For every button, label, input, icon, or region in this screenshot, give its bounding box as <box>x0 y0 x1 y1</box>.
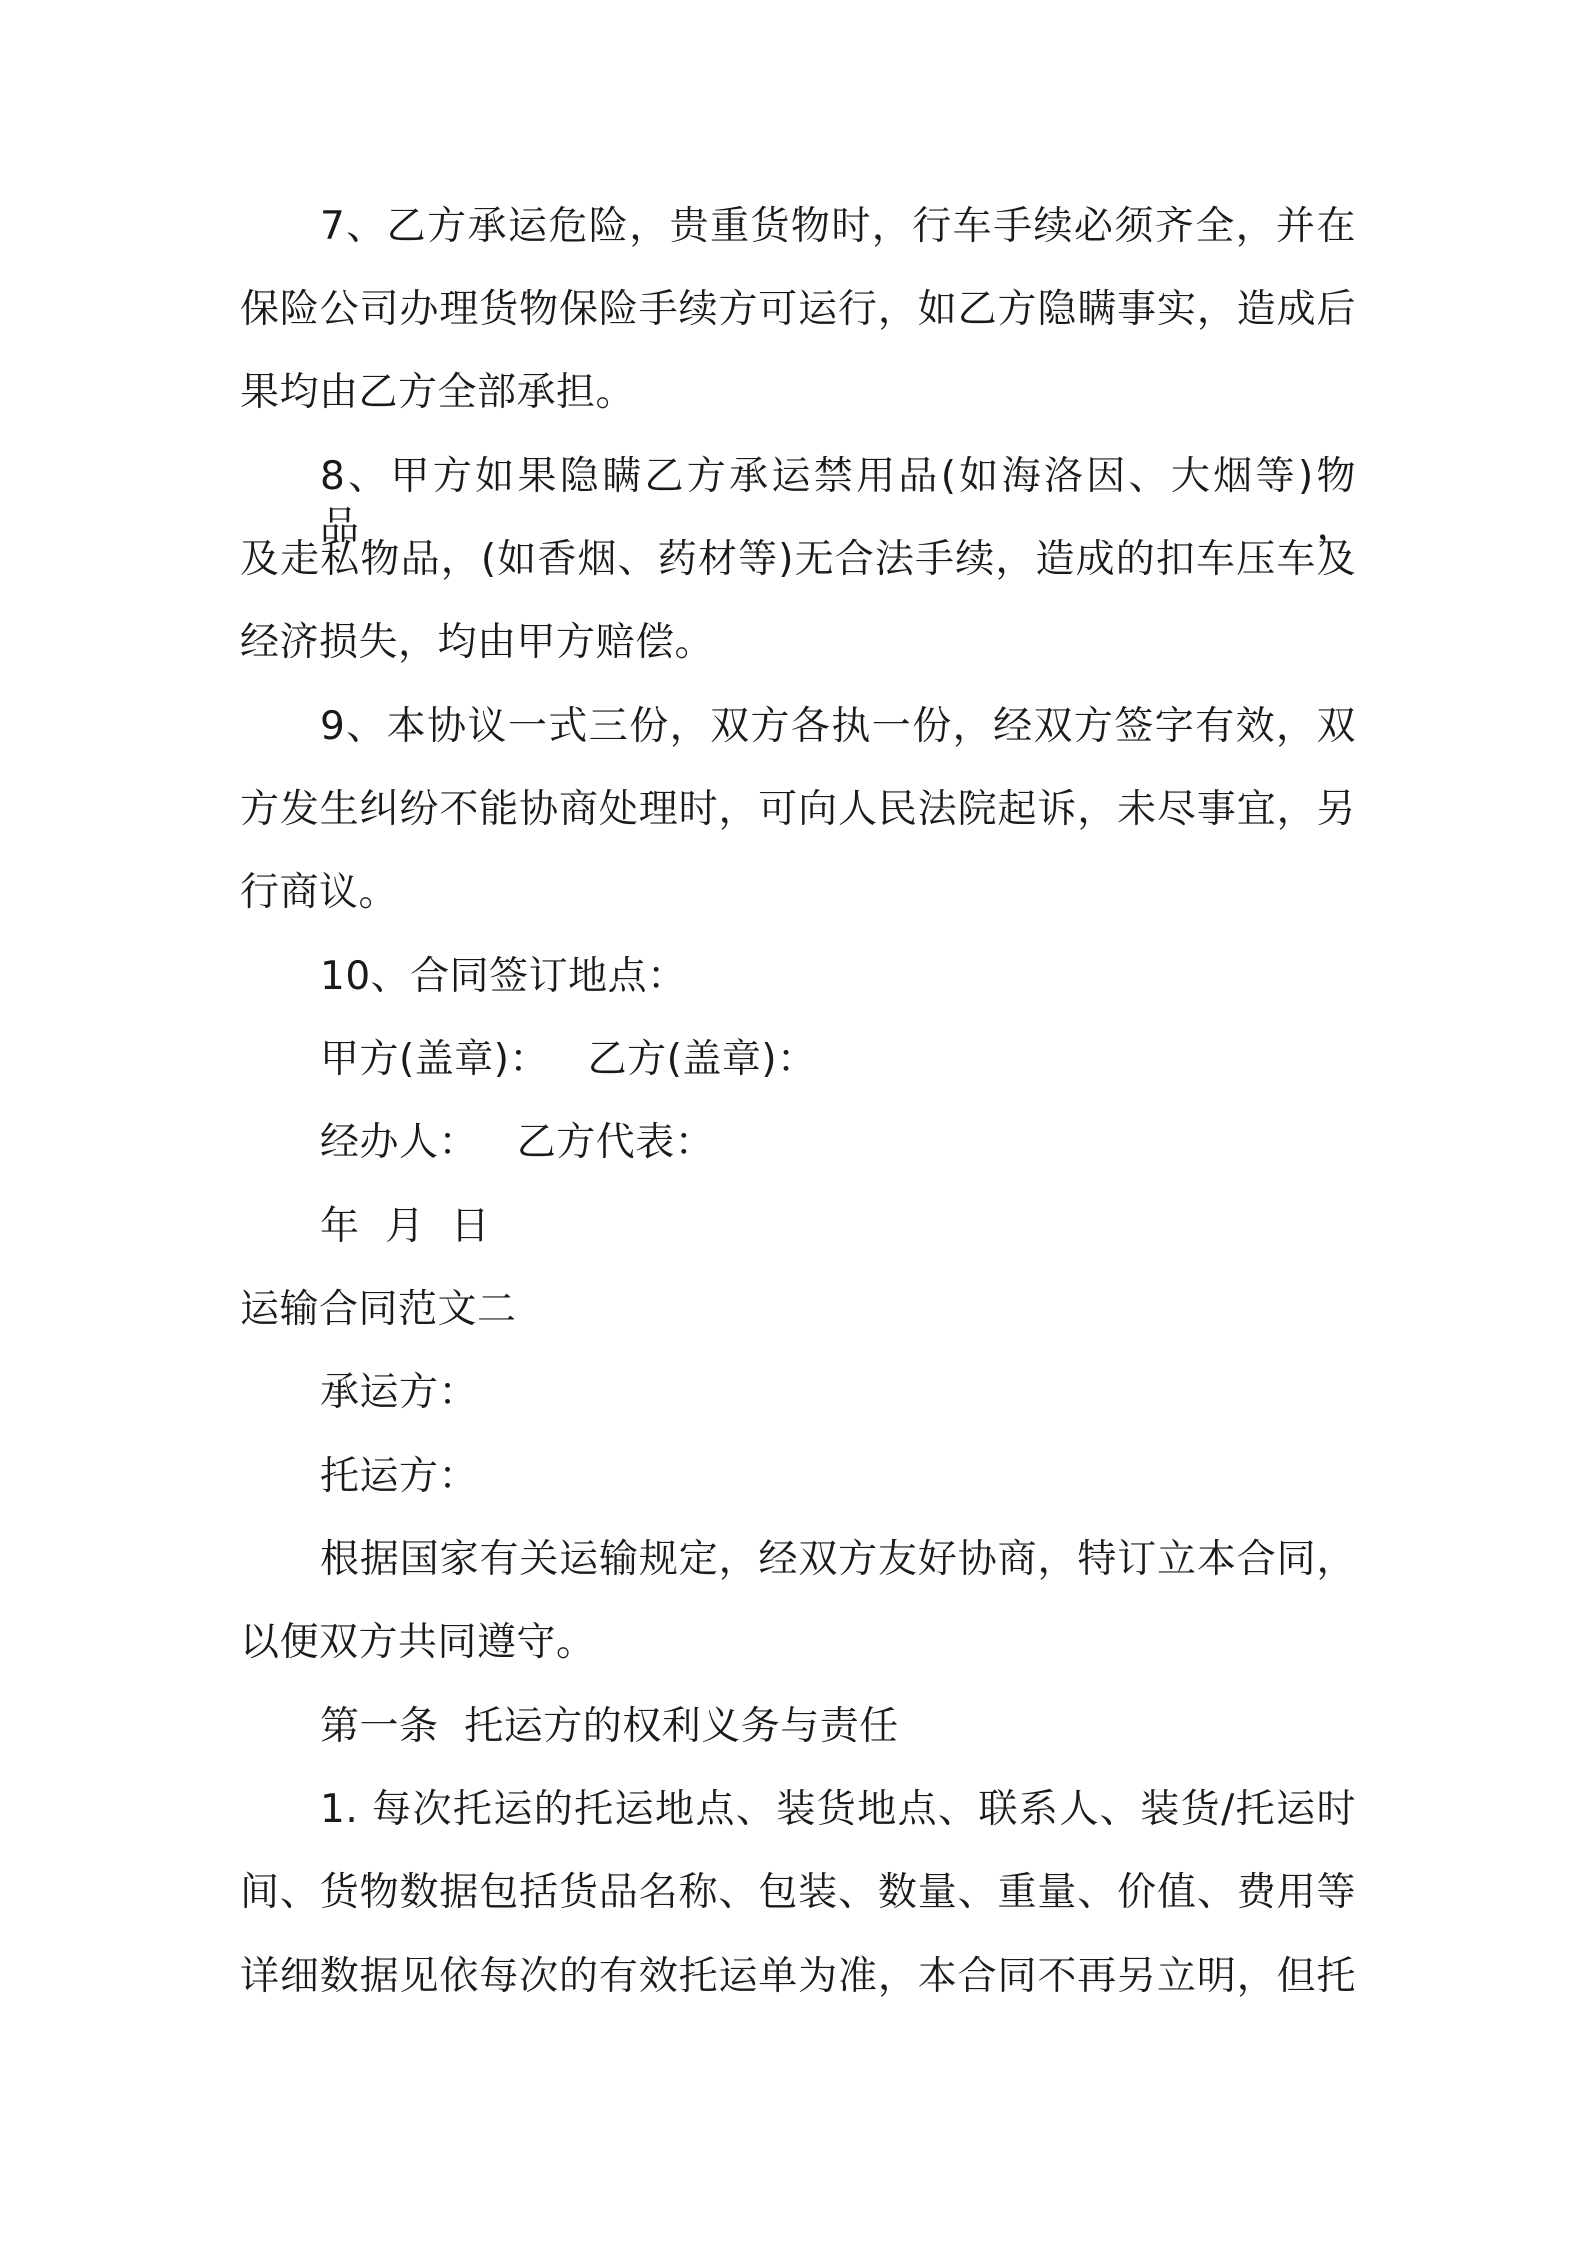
clause-8-line-3: 经济损失，均由甲方赔偿。 <box>240 620 715 665</box>
article-1-item-1-line-2: 间、货物数据包括货品名称、包装、数量、重量、价值、费用等 <box>240 1870 1356 1915</box>
clause-7-line-1: 7、乙方承运危险，贵重货物时，行车手续必须齐全，并在 <box>320 204 1356 249</box>
preamble-line-2: 以便双方共同遵守。 <box>240 1620 596 1665</box>
clause-9-line-2: 方发生纠纷不能协商处理时，可向人民法院起诉，未尽事宜，另 <box>240 787 1356 832</box>
signature-agent-line: 经办人： 乙方代表： <box>320 1120 715 1165</box>
clause-7-line-2: 保险公司办理货物保险手续方可运行，如乙方隐瞒事实，造成后 <box>240 287 1356 332</box>
article-1-item-1-line-1: 1. 每次托运的托运地点、装货地点、联系人、装货/托运时 <box>320 1787 1356 1832</box>
clause-7-line-3: 果均由乙方全部承担。 <box>240 370 636 415</box>
clause-10: 10、合同签订地点： <box>320 954 687 999</box>
shipper-party-field: 托运方： <box>320 1454 479 1499</box>
clause-8-line-2: 及走私物品，(如香烟、药材等)无合法手续，造成的扣车压车及 <box>240 537 1356 582</box>
article-1-heading: 第一条 托运方的权利义务与责任 <box>320 1704 899 1749</box>
clause-9-line-3: 行商议。 <box>240 870 399 915</box>
section-title-sample-two: 运输合同范文二 <box>240 1287 517 1332</box>
signature-seal-line: 甲方(盖章)： 乙方(盖章)： <box>320 1037 817 1082</box>
signature-date-line: 年 月 日 <box>320 1204 491 1249</box>
article-1-item-1-line-3: 详细数据见依每次的有效托运单为准，本合同不再另立明，但托 <box>240 1954 1356 1999</box>
preamble-line-1: 根据国家有关运输规定，经双方友好协商，特订立本合同， <box>320 1537 1356 1582</box>
clause-8-line-1: 8、甲方如果隐瞒乙方承运禁用品(如海洛因、大烟等)物品， <box>320 454 1356 549</box>
clause-9-line-1: 9、本协议一式三份，双方各执一份，经双方签字有效，双 <box>320 704 1356 749</box>
carrier-party-field: 承运方： <box>320 1370 479 1415</box>
